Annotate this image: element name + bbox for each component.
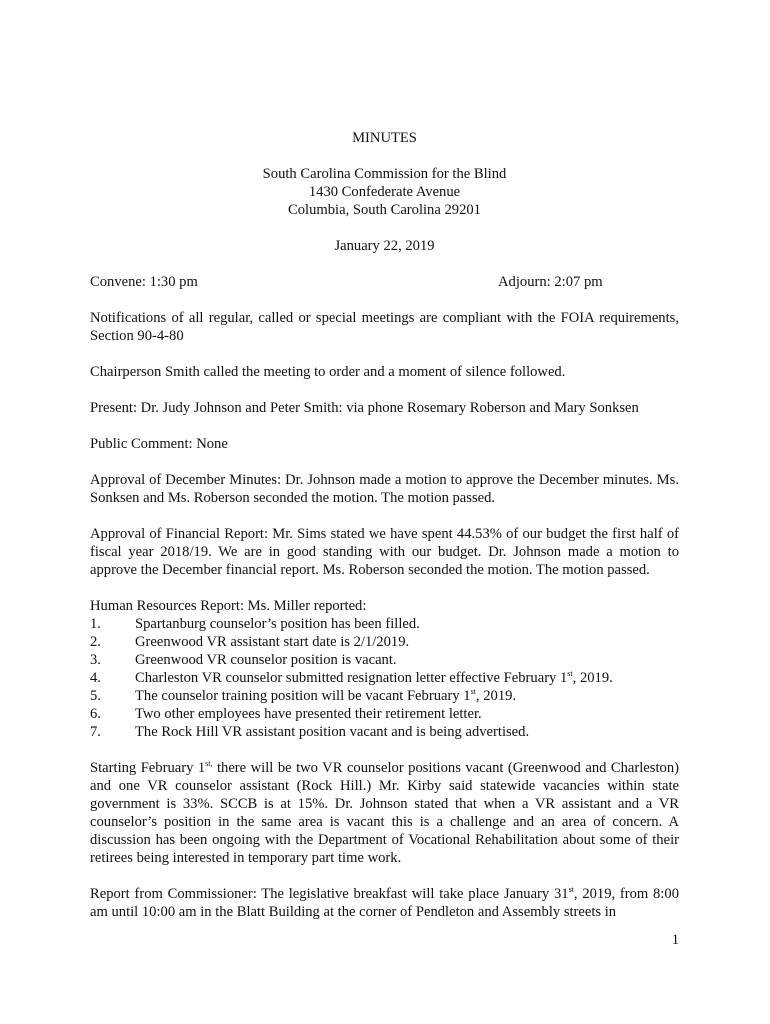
meeting-date: January 22, 2019: [334, 238, 435, 254]
list-item: 6. Two other employees have presented their retirement letter.: [90, 706, 482, 722]
hr-report: [90, 597, 679, 615]
foia-notice: Notifications of all regular, called or special meetings are compliant with the FOIA requirements, Section 90-4-80: [90, 310, 679, 344]
page-number: 1: [671, 932, 679, 948]
commissioner-report: Report from Commissioner: The legislative breakfast will take place January 31st, 2019, from 8:00 am until 10:00 am in the Blatt Building at the corner of Pendleton and Assembly streets in: [90, 885, 679, 920]
org-city: Columbia, South Carolina 29201: [288, 202, 481, 218]
org-name: South Carolina Commission for the Blind: [262, 166, 507, 182]
document-title: MINUTES: [352, 130, 417, 146]
list-item: 3. Greenwood VR counselor position is vacant.: [90, 652, 397, 668]
hr-list: [90, 615, 679, 741]
adjourn-time: Adjourn: 2:07 pm: [498, 274, 603, 290]
org-street: 1430 Confederate Avenue: [308, 184, 461, 200]
call-to-order: Chairperson Smith called the meeting to order and a moment of silence followed.: [90, 364, 566, 380]
convene-time: Convene: 1:30 pm: [90, 274, 198, 290]
vacancies-paragraph: Starting February $1^{st,}$ there will be two VR counselor positions vacant (Greenwood and Charleston) and one VR counselor assistant (Rock Hill.) Mr. Kirby said statewide vacancies within state government is 33%. SCCB is at 15%. Dr. Johnson stated that when a VR assistant and a VR counselor’s position in the same area is vacant this is a challenge and an area of concern. A discussion has been ongoing with the Department of Vocational Rehabilitation about some of their retirees being interested in temporary part time work.: [90, 759, 679, 866]
list-item: 5. The counselor training position will be vacant February 1st, 2019.: [90, 687, 517, 704]
list-item: 7. The Rock Hill VR assistant position vacant and is being advertised.: [90, 724, 530, 740]
present-list: Present: Dr. Judy Johnson and Peter Smith: via phone Rosemary Roberson and Mary Sonksen: [90, 400, 639, 416]
minutes-body: [90, 129, 679, 921]
approval-minutes: Approval of December Minutes: Dr. Johnson made a motion to approve the December minutes. Ms. Sonksen and Ms. Roberson seconded the motion. The motion passed.: [90, 472, 679, 506]
time-row: [90, 273, 679, 291]
approval-financial: Approval of Financial Report: Mr. Sims stated we have spent 44.53% of our budget the first half of fiscal year 2018/19. We are in good standing with our budget. Dr. Johnson made a motion to approve the December financial report. Ms. Roberson seconded the motion. The motion passed.: [90, 526, 679, 578]
hr-heading: Human Resources Report: Ms. Miller reported:: [90, 598, 367, 614]
public-comment: Public Comment: None: [90, 436, 228, 452]
list-item: 4. Charleston VR counselor submitted resignation letter effective February 1st, 2019.: [90, 669, 613, 686]
list-item: 1. Spartanburg counselor’s position has been filled.: [90, 616, 420, 632]
list-item: 2. Greenwood VR assistant start date is 2/1/2019.: [90, 634, 410, 650]
org-address-block: [90, 165, 679, 219]
